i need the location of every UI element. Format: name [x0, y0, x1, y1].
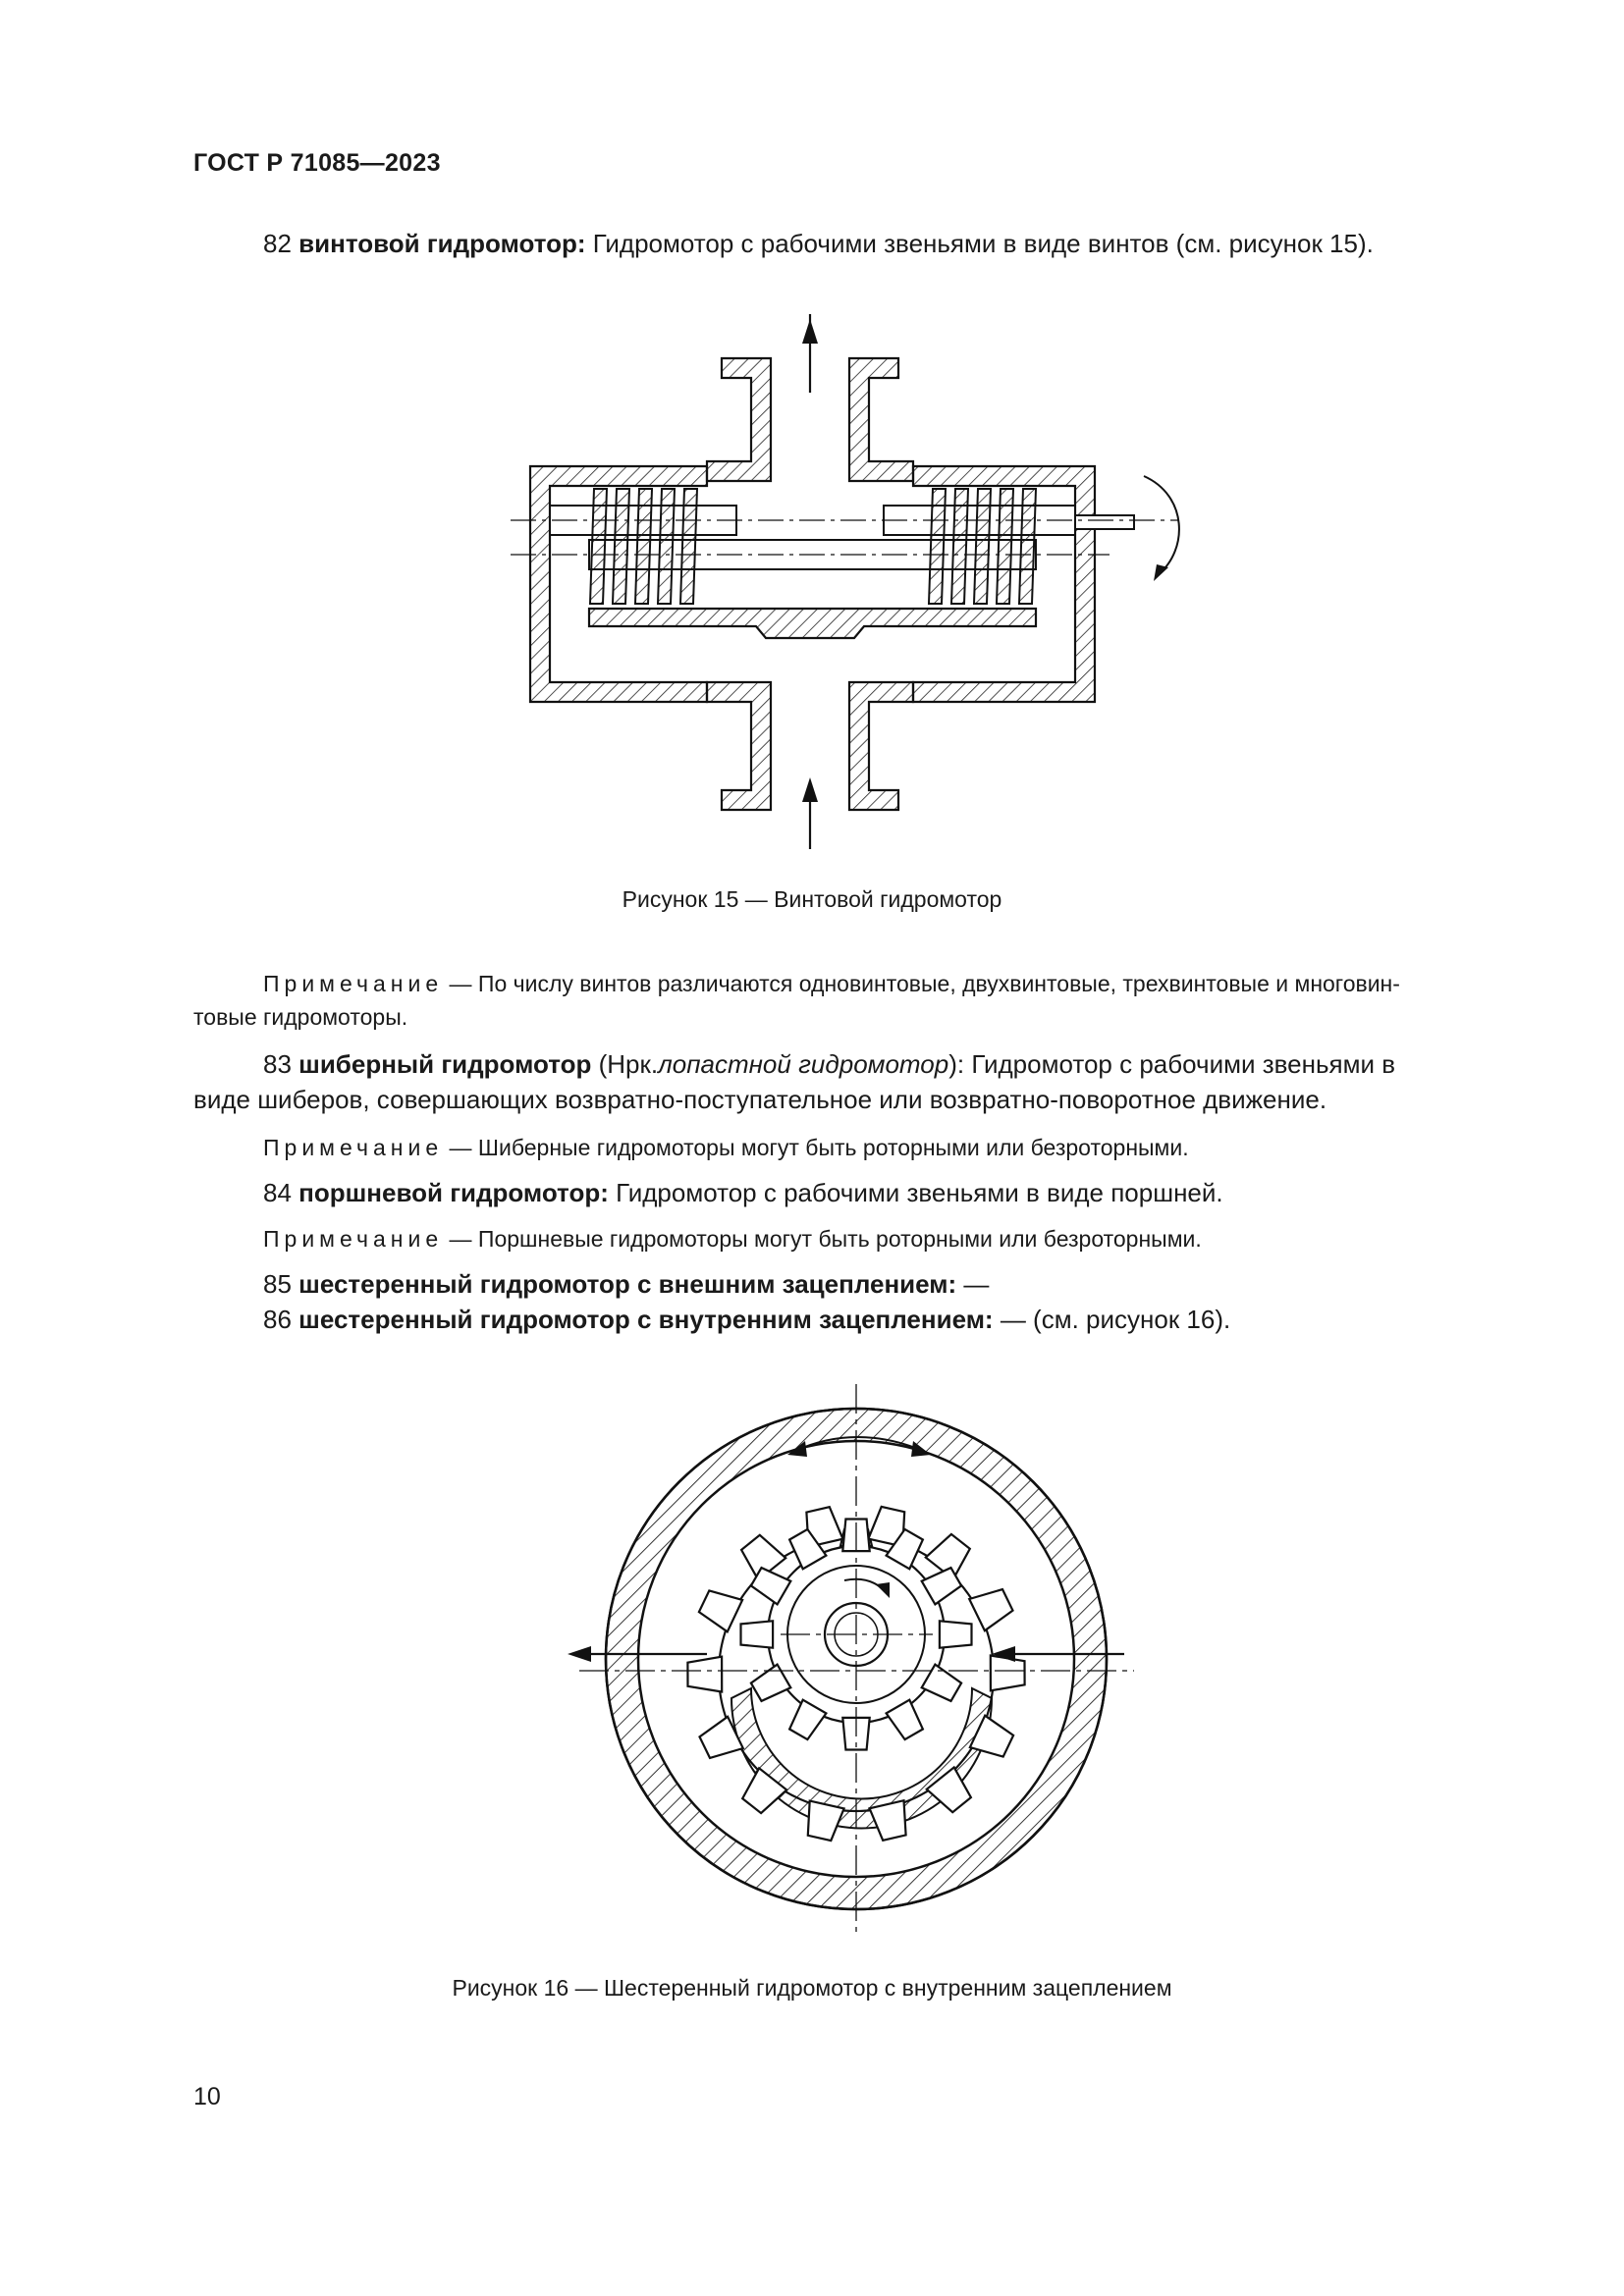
note-text: — Шиберные гидромоторы могут быть роторными или безроторными.	[449, 1135, 1189, 1160]
term-number: 82	[263, 229, 292, 258]
term-definition: Гидромотор с рабочими звеньями в виде поршней.	[616, 1178, 1223, 1207]
term-83-line1	[263, 1046, 1395, 1082]
term-definition: Гидромотор с рабочими звеньями в виде винтов (см. рисунок 15).	[592, 229, 1374, 258]
figure-16-gear-motor	[560, 1384, 1149, 1973]
term-name: винтовой гидромотор:	[298, 229, 586, 258]
term-definition: —	[963, 1269, 990, 1299]
note-label: Примечание	[263, 1135, 444, 1160]
gear-tooth	[940, 1621, 972, 1647]
note-84	[263, 1222, 1202, 1255]
figure-16-caption: Рисунок 16 — Шестеренный гидромотор с внутренним зацеплением	[452, 1975, 1172, 2001]
note-label: Примечание	[263, 1226, 444, 1252]
term-number: 83	[263, 1049, 292, 1079]
figure-15-screw-motor	[501, 314, 1208, 864]
term-85	[263, 1266, 989, 1302]
term-83-line2: виде шиберов, совершающих возвратно-поступательное или возвратно-поворотное движение.	[193, 1085, 1327, 1114]
alt-suffix: ):	[948, 1049, 965, 1079]
note-text: — По числу винтов различаются одновинтовые, двухвинтовые, трехвинтовые и многовин-	[449, 971, 1400, 996]
term-number: 84	[263, 1178, 292, 1207]
alt-prefix: (Нрк.	[598, 1049, 659, 1079]
gear-tooth	[687, 1657, 722, 1692]
figure-15-caption: Рисунок 15 — Винтовой гидромотор	[622, 886, 1002, 912]
note-label: Примечание	[263, 971, 444, 996]
page-number: 10	[193, 2083, 221, 2110]
term-definition: — (см. рисунок 16).	[1000, 1305, 1231, 1334]
term-name: шестеренный гидромотор с внутренним зацеплением:	[298, 1305, 994, 1334]
term-name: поршневой гидромотор:	[298, 1178, 609, 1207]
gear-tooth	[991, 1656, 1025, 1691]
term-definition: Гидромотор с рабочими звеньями в	[971, 1049, 1396, 1079]
term-84	[263, 1175, 1223, 1210]
term-name: шестеренный гидромотор с внешним зацеплением:	[298, 1269, 957, 1299]
gear-tooth	[741, 1621, 774, 1647]
note-83	[263, 1131, 1189, 1164]
term-name: шиберный гидромотор	[298, 1049, 592, 1079]
note-82-line2: товые гидромоторы.	[193, 1004, 408, 1030]
term-86	[263, 1302, 1230, 1337]
alt-term: лопастной гидромотор	[658, 1049, 949, 1079]
note-82-line1	[263, 967, 1400, 1000]
term-number: 86	[263, 1305, 292, 1334]
term-82	[263, 226, 1374, 261]
term-number: 85	[263, 1269, 292, 1299]
document-header: ГОСТ Р 71085—2023	[193, 149, 441, 177]
note-text: — Поршневые гидромоторы могут быть роторными или безроторными.	[449, 1226, 1202, 1252]
